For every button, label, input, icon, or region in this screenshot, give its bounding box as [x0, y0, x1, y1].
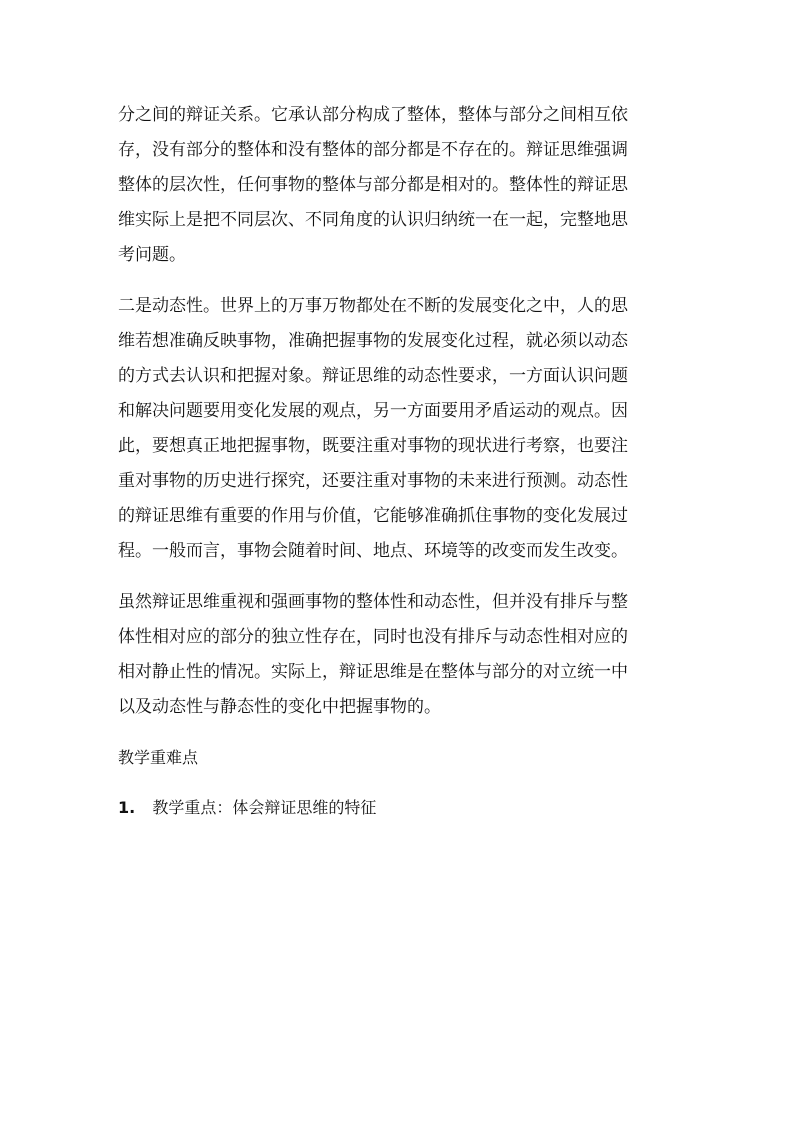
document-body: [118, 98, 678, 825]
paragraph-line: 的方式去认识和把握对象。辩证思维的动态性要求，一方面认识问题: [118, 366, 628, 386]
paragraph-line: 考问题。: [118, 245, 186, 265]
paragraph-line: 相对静止性的情况。实际上，辩证思维是在整体与部分的对立统一中: [118, 662, 628, 682]
section-heading: 教学重难点: [118, 748, 199, 767]
paragraph-line: 重对事物的历史进行探究，还要注重对事物的未来进行预测。动态性: [118, 471, 628, 491]
paragraph-line: 虽然辩证思维重视和强画事物的整体性和动态性，但并没有排斥与整: [118, 592, 628, 612]
paragraph-line: 此，要想真正地把握事物，既要注重对事物的现状进行考察，也要注: [118, 436, 628, 456]
paragraph-line: 存，没有部分的整体和没有整体的部分都是不存在的。辩证思维强调: [118, 140, 628, 160]
numbered-item: [118, 791, 678, 825]
paragraph-line: 体性相对应的部分的独立性存在，同时也没有排斥与动态性相对应的: [118, 627, 628, 647]
paragraph-line: 的辩证思维有重要的作用与价值，它能够准确抓住事物的变化发展过: [118, 506, 628, 526]
item-number: 1.: [118, 798, 136, 817]
paragraph-line: 程。一般而言，事物会随着时间、地点、环境等的改变而发生改变。: [118, 541, 628, 561]
item-text: 教学重点：体会辩证思维的特征: [152, 798, 377, 817]
paragraph-line: 和解决问题要用变化发展的观点，另一方面要用矛盾运动的观点。因: [118, 401, 628, 421]
paragraph-2: [118, 289, 678, 569]
paragraph-line: 以及动态性与静态性的变化中把握事物的。: [118, 697, 441, 717]
paragraph-line: 二是动态性。世界上的万事万物都处在不断的发展变化之中，人的思: [118, 296, 628, 316]
paragraph-1: [118, 98, 678, 273]
paragraph-line: 分之间的辩证关系。它承认部分构成了整体，整体与部分之间相互依: [118, 105, 628, 125]
paragraph-line: 维若想准确反映事物，准确把握事物的发展变化过程，就必须以动态: [118, 331, 628, 351]
paragraph-line: 整体的层次性，任何事物的整体与部分都是相对的。整体性的辩证思: [118, 175, 628, 195]
paragraph-3: [118, 585, 678, 725]
paragraph-line: 维实际上是把不同层次、不同角度的认识归纳统一在一起，完整地思: [118, 210, 628, 230]
